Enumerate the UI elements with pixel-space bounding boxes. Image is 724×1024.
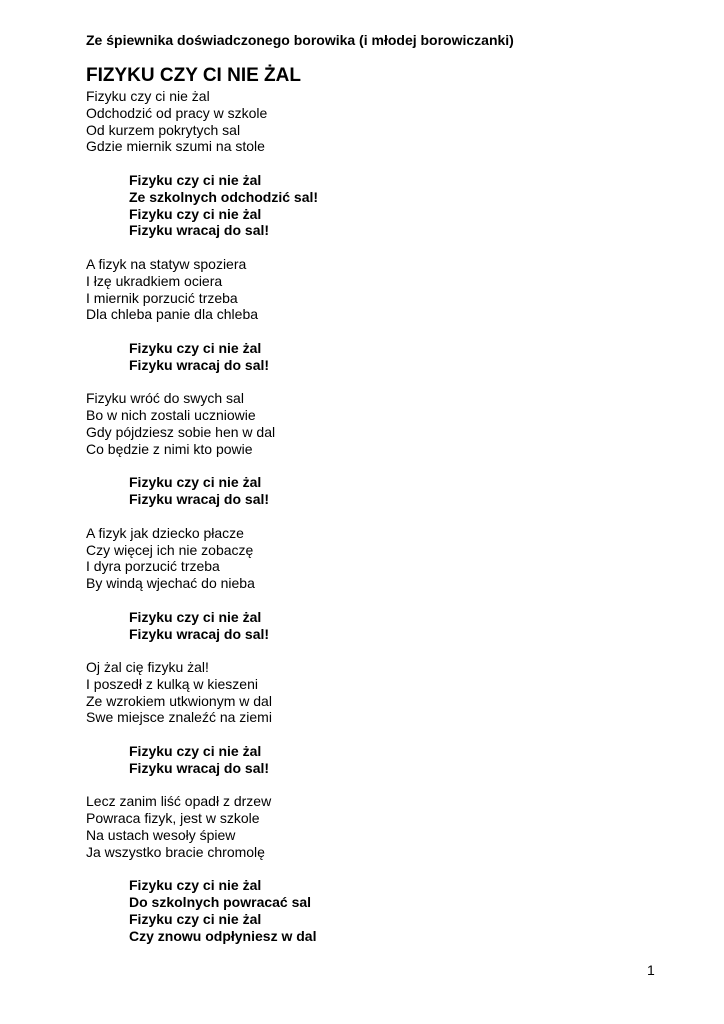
verse-line: By windą wjechać do nieba (86, 575, 255, 592)
chorus-line: Fizyku wracaj do sal! (129, 356, 270, 373)
verse-line: I dyra porzucić trzeba (86, 558, 220, 575)
verse-line: Czy więcej ich nie zobaczę (86, 541, 254, 558)
chorus-line: Fizyku wracaj do sal! (129, 491, 270, 508)
verse-line: Swe miejsce znaleźć na ziemi (86, 709, 272, 726)
verse-line: I poszedł z kulką w kieszeni (86, 675, 258, 692)
chorus-line: Czy znowu odpłyniesz w dal (129, 927, 317, 944)
songbook-header: Ze śpiewnika doświadczonego borowika (i młodej borowiczanki) (86, 32, 514, 48)
chorus-line: Fizyku czy ci nie żal (129, 171, 262, 188)
chorus-stanza (86, 609, 686, 643)
chorus-line: Ze szkolnych odchodzić sal! (129, 188, 319, 205)
verse-stanza (86, 256, 686, 323)
verse-line: Gdy pójdziesz sobie hen w dal (86, 423, 276, 440)
verse-line: I miernik porzucić trzeba (86, 289, 238, 306)
chorus-line: Fizyku czy ci nie żal (129, 205, 262, 222)
verse-line: Lecz zanim liść opadł z drzew (86, 793, 272, 810)
song-title: FIZYKU CZY CI NIE ŻAL (86, 65, 301, 86)
verse-stanza (86, 793, 686, 860)
song-body (86, 88, 686, 961)
chorus-line: Do szkolnych powracać sal (129, 894, 312, 911)
verse-stanza (86, 88, 686, 155)
chorus-line: Fizyku wracaj do sal! (129, 222, 270, 239)
chorus-stanza (86, 340, 686, 374)
chorus-line: Fizyku czy ci nie żal (129, 608, 262, 625)
chorus-stanza (86, 743, 686, 777)
verse-line: Ze wzrokiem utkwionym w dal (86, 692, 272, 709)
verse-line: Powraca fizyk, jest w szkole (86, 810, 260, 827)
chorus-stanza (86, 172, 686, 239)
verse-line: Dla chleba panie dla chleba (86, 306, 259, 323)
chorus-line: Fizyku wracaj do sal! (129, 759, 270, 776)
verse-line: Odchodzić od pracy w szkole (86, 104, 268, 121)
verse-line: Bo w nich zostali uczniowie (86, 407, 256, 424)
page-number: 1 (647, 962, 655, 978)
verse-line: Oj żal cię fizyku żal! (86, 659, 209, 676)
verse-line: A fizyk jak dziecko płacze (86, 524, 244, 541)
chorus-line: Fizyku czy ci nie żal (129, 743, 262, 760)
verse-stanza (86, 390, 686, 457)
chorus-line: Fizyku czy ci nie żal (129, 911, 262, 928)
verse-stanza (86, 525, 686, 592)
verse-line: Na ustach wesoły śpiew (86, 827, 236, 844)
verse-line: Co będzie z nimi kto powie (86, 440, 253, 457)
chorus-line: Fizyku czy ci nie żal (129, 339, 262, 356)
chorus-stanza (86, 877, 686, 944)
verse-line: Od kurzem pokrytych sal (86, 121, 241, 138)
verse-line: Fizyku czy ci nie żal (86, 88, 210, 104)
chorus-line: Fizyku czy ci nie żal (129, 474, 262, 491)
chorus-line: Fizyku czy ci nie żal (129, 877, 262, 894)
chorus-line: Fizyku wracaj do sal! (129, 625, 270, 642)
chorus-stanza (86, 474, 686, 508)
verse-line: I łzę ukradkiem ociera (86, 272, 223, 289)
verse-stanza (86, 659, 686, 726)
verse-line: Gdzie miernik szumi na stole (86, 138, 265, 155)
verse-line: A fizyk na statyw spoziera (86, 255, 247, 272)
verse-line: Fizyku wróć do swych sal (86, 390, 244, 407)
verse-line: Ja wszystko bracie chromolę (86, 843, 265, 860)
